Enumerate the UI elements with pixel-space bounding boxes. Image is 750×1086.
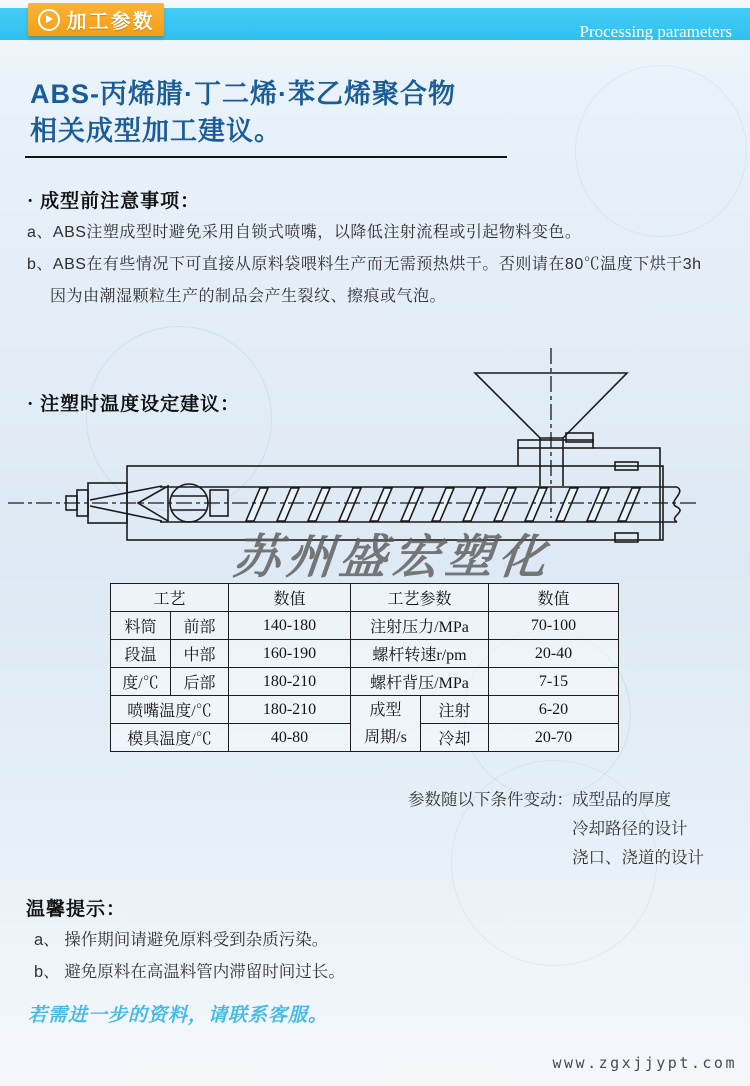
cell: 20-40 (489, 640, 619, 668)
header-subtitle-en: Processing parameters (579, 22, 732, 41)
cell: 70-100 (489, 612, 619, 640)
page-title-line2: 相关成型加工建议。 (30, 116, 282, 146)
background-seal-watermark (575, 65, 747, 237)
cell: 料筒 (111, 612, 171, 640)
cell: 冷却 (421, 724, 489, 752)
cell: 模具温度/℃ (111, 724, 229, 752)
cell: 20-70 (489, 724, 619, 752)
temperature-heading: · 注塑时温度设定建议： (27, 394, 241, 415)
cell: 40-80 (229, 724, 351, 752)
variation-condition: 成型品的厚度 (572, 791, 671, 809)
table-row (111, 612, 619, 640)
cell: 180-210 (229, 668, 351, 696)
table-row (111, 640, 619, 668)
cycle-line2: 周期/s (364, 728, 407, 746)
variation-note-label: 参数随以下条件变动： (408, 791, 573, 809)
pre-molding-note-b: b、ABS在有些情况下可直接从原料袋喂料生产而无需预热烘干。否则请在80℃温度下烘干3h (27, 256, 702, 273)
cell-cycle (351, 696, 421, 752)
tip-item-b: b、 避免原料在高温料管内滞留时间过长。 (34, 963, 345, 981)
pre-molding-heading: · 成型前注意事项： (27, 191, 201, 212)
variation-condition: 冷却路径的设计 (572, 820, 688, 838)
header-cell: 数值 (489, 584, 619, 612)
variation-condition: 浇口、浇道的设计 (572, 849, 704, 867)
cell: 喷嘴温度/℃ (111, 696, 229, 724)
page-title-line1: ABS-丙烯腈·丁二烯·苯乙烯聚合物 (30, 79, 456, 109)
table-row (111, 696, 619, 724)
play-circle-icon (38, 9, 60, 31)
break-symbol (674, 487, 680, 522)
process-parameter-table (110, 583, 619, 752)
company-watermark: 苏州盛宏塑化 (230, 532, 555, 584)
section-badge (28, 3, 164, 36)
header-cell: 工艺 (111, 584, 229, 612)
variation-conditions (572, 786, 704, 873)
tip-item-a: a、 操作期间请避免原料受到杂质污染。 (34, 931, 329, 949)
cell: 螺杆背压/MPa (351, 668, 489, 696)
cell: 注射压力/MPa (351, 612, 489, 640)
cell: 段温 (111, 640, 171, 668)
pre-molding-note-b-cont: 因为由潮湿颗粒生产的制品会产生裂纹、擦痕或气泡。 (50, 288, 447, 305)
contact-notice: 若需进一步的资料，请联系客服。 (28, 1005, 329, 1026)
cell: 后部 (171, 668, 229, 696)
page-title (30, 76, 456, 150)
cell: 螺杆转速r/pm (351, 640, 489, 668)
title-divider (25, 156, 507, 158)
header-cell: 数值 (229, 584, 351, 612)
header-cell: 工艺参数 (351, 584, 489, 612)
pre-molding-note-a: a、ABS注塑成型时避免采用自锁式喷嘴，以降低注射流程或引起物料变色。 (27, 224, 582, 241)
tips-heading: 温馨提示： (26, 899, 127, 920)
cell: 7-15 (489, 668, 619, 696)
cell: 180-210 (229, 696, 351, 724)
table-row (111, 668, 619, 696)
section-badge-label: 加工参数 (66, 11, 155, 33)
cycle-line1: 成型 (369, 701, 402, 719)
cell: 注射 (421, 696, 489, 724)
website-url: www.zgxjjypt.com (552, 1054, 737, 1072)
table-header-row (111, 584, 619, 612)
cell: 度/℃ (111, 668, 171, 696)
cell: 140-180 (229, 612, 351, 640)
cell: 前部 (171, 612, 229, 640)
cell: 中部 (171, 640, 229, 668)
screw-flights (246, 488, 640, 521)
cell: 6-20 (489, 696, 619, 724)
cell: 160-190 (229, 640, 351, 668)
